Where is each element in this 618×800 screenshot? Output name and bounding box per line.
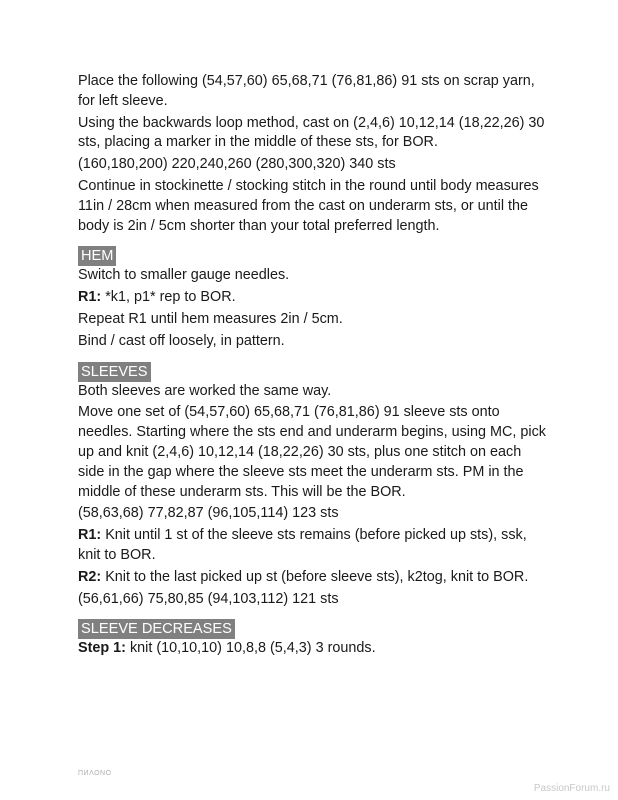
footer-brand: ΠИΛΟΝΟ (78, 770, 112, 777)
sleeves-heading: SLEEVES (78, 362, 151, 382)
decreases-step-1 (78, 639, 548, 659)
sleeves-paragraph-1: Both sleeves are worked the same way. (78, 382, 332, 399)
body-paragraph-1: Place the following (54,57,60) 65,68,71 (76,81,86) 91 sts on scrap yarn, for left sleeve. (78, 73, 535, 109)
sleeves-r1-label: R1: (78, 527, 102, 544)
hem-round-1 (78, 288, 548, 308)
page-content (78, 72, 548, 659)
hem-r1-label: R1: (78, 289, 102, 306)
sleeves-round-1 (78, 526, 548, 566)
hem-paragraph-1: Switch to smaller gauge needles. (78, 267, 290, 284)
hem-r1-text: *k1, p1* rep to BOR. (101, 289, 236, 306)
sleeves-r2-label: R2: (78, 568, 102, 585)
hem-paragraph-4: Bind / cast off loosely, in pattern. (78, 332, 285, 349)
sleeve-decreases-heading: SLEEVE DECREASES (78, 619, 235, 639)
sleeves-r1-text: Knit until 1 st of the sleeve sts remains (before picked up sts), ssk, knit to BOR. (78, 527, 527, 563)
sleeves-stitch-count: (58,63,68) 77,82,87 (96,105,114) 123 sts (78, 505, 339, 522)
body-paragraph-4: Continue in stockinette / stocking stitch in the round until body measures 11in / 28cm when measured from the cast on underarm sts, or until the body is 2in / 5cm shorter than your total preferred length. (78, 177, 539, 234)
decreases-step-text: knit (10,10,10) 10,8,8 (5,4,3) 3 rounds. (125, 640, 376, 657)
hem-heading: HEM (78, 246, 116, 266)
decreases-step-label: Step 1: (78, 640, 126, 657)
hem-paragraph-3: Repeat R1 until hem measures 2in / 5cm. (78, 310, 343, 327)
sleeves-round-2 (78, 568, 548, 588)
footer-watermark: PassionForum.ru (533, 783, 610, 794)
sleeves-paragraph-2: Move one set of (54,57,60) 65,68,71 (76,81,86) 91 sleeve sts onto needles. Starting where the sts end and underarm begins, using MC, pick up and knit (2,4,6) 10,12,14 (18,22,26) 30 sts, plus one stitch on each side in the gap where the sleeve sts meet the underarm sts. PM in the middle of these underarm sts. This will be the BOR. (78, 404, 546, 500)
body-stitch-count: (160,180,200) 220,240,260 (280,300,320) 340 sts (78, 156, 396, 173)
body-paragraph-2: Using the backwards loop method, cast on (2,4,6) 10,12,14 (18,22,26) 30 sts, placing a marker in the middle of these sts, for BOR. (78, 114, 545, 151)
sleeves-r2-text: Knit to the last picked up st (before sleeve sts), k2tog, knit to BOR. (101, 568, 529, 585)
sleeves-stitch-count-2: (56,61,66) 75,80,85 (94,103,112) 121 sts (78, 590, 339, 607)
